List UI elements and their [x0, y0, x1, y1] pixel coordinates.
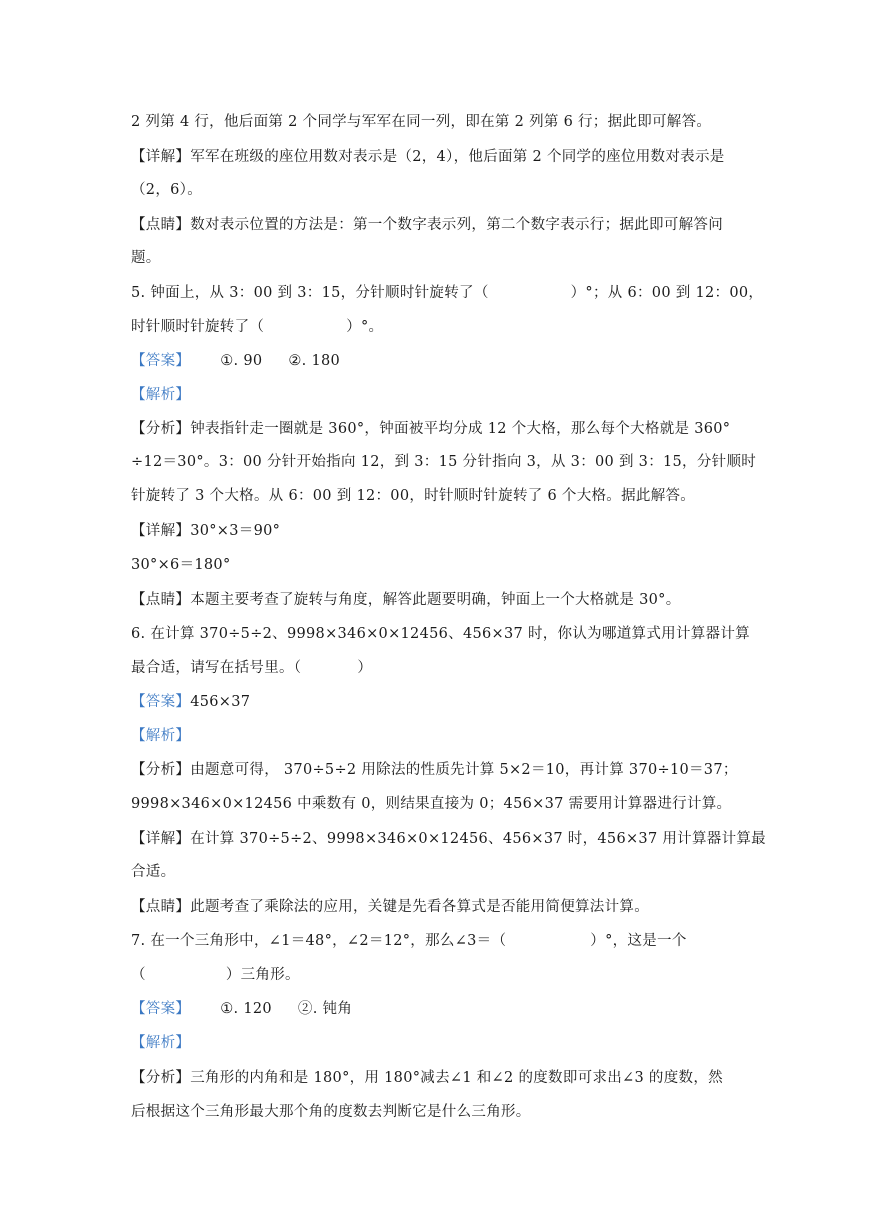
- question-text: 最合适，请写在括号里。（: [131, 660, 302, 676]
- question-text: 7. 在一个三角形中，∠1＝48°，∠2＝12°，那么∠3＝（: [131, 933, 507, 949]
- answer-value: ②. 180: [288, 353, 341, 369]
- paragraph-text: 9998×346×0×12456 中乘数有 0，则结果直接为 0；456×37 需要用计算器进行计算。: [131, 796, 732, 812]
- answer-line: [131, 351, 340, 371]
- text-line: [131, 248, 161, 268]
- analysis-tag: 【解析】: [131, 387, 191, 403]
- analysis-tag: 【解析】: [131, 728, 191, 744]
- paragraph-text: （2，6）。: [131, 182, 203, 198]
- answer-value: 456×37: [190, 694, 251, 710]
- question-6-line-1: [131, 624, 750, 644]
- answer-tag: 【答案】: [131, 353, 191, 369]
- paragraph-text: 合适。: [131, 864, 176, 880]
- question-text: （: [131, 967, 146, 983]
- question-5-line-1: [131, 283, 763, 303]
- paragraph-text: 针旋转了 3 个大格。从 6：00 到 12：00，时针顺时针旋转了 6 个大格。据此解答。: [131, 488, 696, 504]
- answer-value: ①. 120: [220, 1001, 272, 1017]
- text-line: [131, 486, 695, 506]
- text-line: [131, 555, 231, 575]
- question-text: 时针顺时针旋转了（: [131, 319, 265, 335]
- analysis-heading: [131, 1033, 190, 1053]
- paragraph-text: 题。: [131, 250, 161, 266]
- detail-line: [131, 147, 725, 167]
- analysis-sub-tag: 【分析】: [131, 421, 191, 437]
- detail-tag: 【详解】: [131, 831, 191, 847]
- paragraph-text: 本题主要考查了旋转与角度，解答此题要明确，钟面上一个大格就是 30°。: [190, 592, 681, 608]
- analysis-tag: 【解析】: [131, 1035, 191, 1051]
- question-text: 5. 钟面上，从 3：00 到 3：15，分针顺时针旋转了（: [131, 285, 489, 301]
- question-text: 6. 在计算 370÷5÷2、9998×346×0×12456、456×37 时，你认为哪道算式用计算器计算: [131, 626, 750, 642]
- text-line: [131, 112, 711, 132]
- paragraph-text: 在计算 370÷5÷2、9998×346×0×12456、456×37 时，456×37 用计算器计算最: [190, 831, 766, 847]
- comment-tag: 【点睛】: [131, 217, 191, 233]
- question-7-line-2: [131, 965, 300, 985]
- question-7-line-1: [131, 931, 687, 951]
- comment-line: [131, 590, 681, 610]
- paragraph-text: ÷12＝30°。3：00 分针开始指向 12，到 3：15 分针指向 3，从 3：00 到 3：15，分针顺时: [131, 454, 757, 470]
- analysis-sub-tag: 【分析】: [131, 762, 191, 778]
- comment-tag: 【点睛】: [131, 899, 191, 915]
- answer-tag: 【答案】: [131, 1001, 191, 1017]
- analysis-line: [131, 419, 730, 439]
- detail-line: [131, 829, 766, 849]
- question-text: ）°。: [346, 319, 384, 335]
- text-line: [131, 180, 202, 200]
- detail-line: [131, 521, 280, 541]
- comment-line: [131, 215, 723, 235]
- answer-tag: 【答案】: [131, 694, 191, 710]
- paragraph-text: 此题考查了乘除法的应用，关键是先看各算式是否能用简便算法计算。: [190, 899, 649, 915]
- detail-tag: 【详解】: [131, 149, 191, 165]
- answer-line: [131, 999, 352, 1019]
- question-text: ）三角形。: [225, 967, 300, 983]
- paragraph-text: 由题意可得， 370÷5÷2 用除法的性质先计算 5×2＝10，再计算 370÷10＝37；: [190, 762, 738, 778]
- paragraph-text: 30°×6＝180°: [131, 557, 231, 573]
- paragraph-text: 数对表示位置的方法是：第一个数字表示列，第二个数字表示行；据此即可解答问: [190, 217, 723, 233]
- text-line: [131, 1102, 531, 1122]
- paragraph-text: 军军在班级的座位用数对表示是（2，4），他后面第 2 个同学的座位用数对表示是: [190, 149, 725, 165]
- analysis-line: [131, 1068, 723, 1088]
- paragraph-text: 30°×3＝90°: [190, 523, 281, 539]
- text-line: [131, 452, 756, 472]
- comment-tag: 【点睛】: [131, 592, 191, 608]
- paragraph-text: 三角形的内角和是 180°，用 180°减去∠1 和∠2 的度数即可求出∠3 的度数，然: [190, 1070, 723, 1086]
- question-text: ）°，这是一个: [590, 933, 687, 949]
- text-line: [131, 794, 731, 814]
- analysis-heading: [131, 385, 190, 405]
- question-6-line-2: [131, 658, 372, 678]
- comment-line: [131, 897, 649, 917]
- analysis-line: [131, 760, 738, 780]
- paragraph-text: 钟表指针走一圈就是 360°，钟面被平均分成 12 个大格，那么每个大格就是 360°: [190, 421, 731, 437]
- question-5-line-2: [131, 317, 383, 337]
- text-line: [131, 862, 175, 882]
- paragraph-text: 2 列第 4 行，他后面第 2 个同学与军军在同一列，即在第 2 列第 6 行；据此即可解答。: [131, 114, 712, 130]
- analysis-heading: [131, 726, 190, 746]
- question-text: ）: [357, 660, 373, 676]
- answer-value: ②. 钝角: [297, 1001, 353, 1017]
- paragraph-text: 后根据这个三角形最大那个角的度数去判断它是什么三角形。: [131, 1104, 531, 1120]
- question-text: ）°；从 6：00 到 12：00，: [570, 285, 764, 301]
- detail-tag: 【详解】: [131, 523, 191, 539]
- answer-value: ①. 90: [220, 353, 263, 369]
- answer-line: [131, 692, 250, 712]
- analysis-sub-tag: 【分析】: [131, 1070, 191, 1086]
